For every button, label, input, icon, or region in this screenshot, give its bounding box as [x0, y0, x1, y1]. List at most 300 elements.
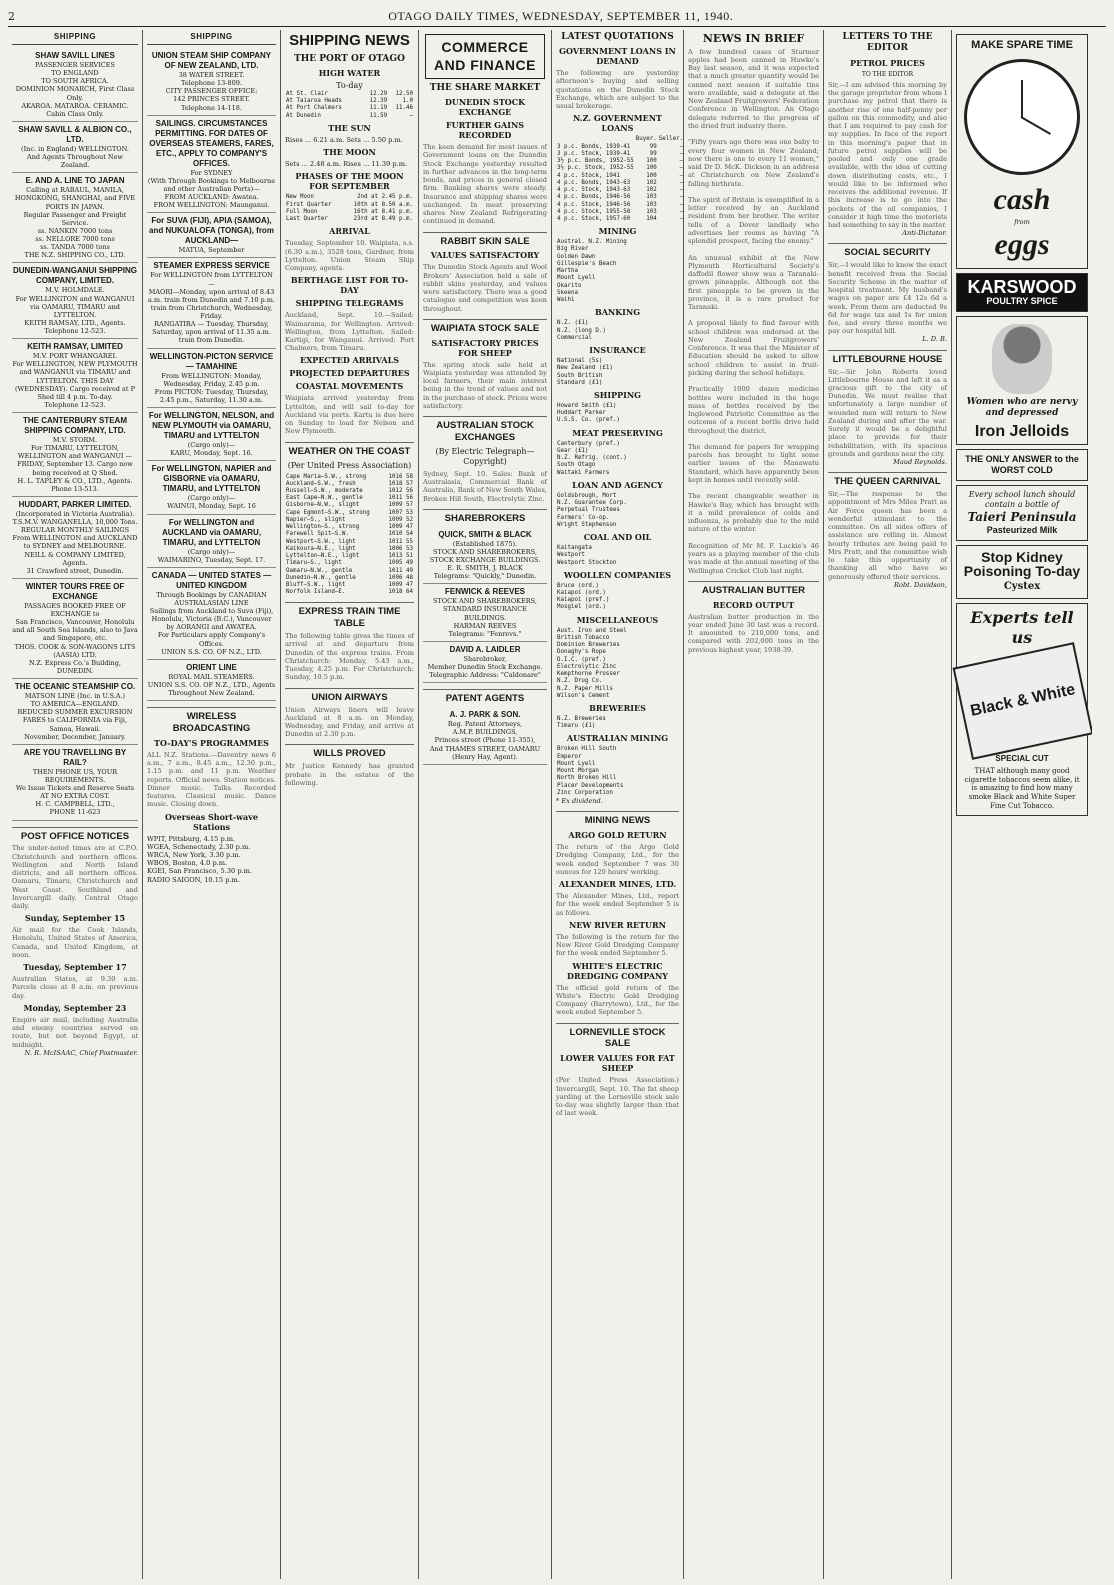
coastal-text: Waipiata arrived yesterday from Lyttelton, and will sail to-day for Auckland via ports. Kartu is due here on Sunday to load for Nelson and New Plymouth.: [285, 394, 414, 436]
weather-bar: 1009: [388, 516, 403, 523]
butter-text: Australian butter production in the year ended June 30 last was a record. It amounted to 210,000 tons, and compared with 202,000 tons in the previous highest year, 1938-39.: [688, 612, 819, 654]
table-row: [285, 560, 414, 567]
littlebourne-heading: LITTLEBOURNE HOUSE: [828, 350, 947, 366]
share-name: Kaiapoi (ord.): [557, 589, 606, 596]
school-lunch-text: Every school lunch should contain a bottle of: [968, 490, 1076, 510]
table-row: [556, 365, 679, 372]
table-row: [556, 671, 679, 678]
loan-name: 3½ p.c. Stock, 1952-55: [557, 165, 634, 172]
ad-line: FROM AUCKLAND: Awatea.: [164, 193, 259, 201]
share-name: Kaitangata: [557, 545, 592, 552]
gains-heading: FURTHER GAINS RECORDED: [445, 120, 525, 141]
share-name: Martha: [557, 268, 578, 275]
phase-date: 23rd at 8.49 p.m.: [353, 216, 413, 223]
shortwave-item: KGEI, San Francisco, 5.30 p.m.: [147, 867, 252, 876]
phases-heading: PHASES OF THE MOON FOR SEPTEMBER: [295, 171, 404, 192]
mining-news-heading: MINING NEWS: [556, 811, 679, 827]
ad-line: Through Bookings by CANADIAN AUSTRALASIAN LINE: [156, 590, 267, 607]
ad-line: FROM WELLINGTON: Maunganui.: [153, 201, 270, 210]
loan-seller: —: [679, 172, 684, 179]
ad-line: KEITH RAMSAY, LTD., Agents.: [24, 318, 126, 327]
patent-heading: PATENT AGENTS: [423, 689, 547, 705]
shipping-news-heading: SHIPPING NEWS: [289, 32, 410, 49]
share-name: Placer Developments: [557, 782, 624, 789]
share-name: Skeena: [557, 289, 578, 296]
weather-bar: 1011: [388, 538, 403, 545]
table-row: [556, 470, 679, 477]
share-name: Donaghy's Rope: [557, 649, 606, 656]
weather-place: Norfolk Island—E.: [286, 589, 346, 596]
share-name: Mount Lyell: [557, 760, 596, 767]
ad-line: Phone 13-513.: [51, 484, 99, 493]
high-water-sub: To-day: [336, 81, 363, 90]
moon-heading: THE MOON: [323, 147, 376, 158]
loan-name: 3 p.c. Bonds, 1939-41: [557, 143, 631, 150]
post-office-heading: POST OFFICE NOTICES: [12, 827, 138, 843]
table-row: [556, 275, 679, 282]
broker-line: STOCK AND SHAREBROKERS, STOCK EXCHANGE BUILDINGS.: [429, 547, 541, 564]
phase-date: 2nd at 2.45 p.m.: [357, 194, 413, 201]
table-row: [285, 502, 414, 509]
share-name: U.S.S. Co. (pref.): [557, 417, 620, 424]
ad-line: November, December, January.: [24, 732, 126, 741]
share-group-heading: AUSTRALIAN MINING: [566, 733, 669, 744]
table-row: [556, 775, 679, 782]
petrol-heading: PETROL PRICES: [850, 57, 925, 68]
weather-place: Auckland—S.W., fresh: [286, 480, 356, 487]
page-number: 2: [8, 9, 16, 23]
hw-am: 11.59: [369, 112, 388, 119]
hw-am: 12.29: [369, 91, 388, 97]
alexander-heading: ALEXANDER MINES, LTD.: [558, 879, 677, 890]
argo-heading: ARGO GOLD RETURN: [568, 830, 667, 841]
post-office-text-3: Australian States, at 9.30 a.m. Parcels close at 8 a.m. on previous day.: [12, 975, 138, 1000]
share-group-table: [556, 583, 679, 612]
table-row: [556, 268, 679, 275]
table-row: [556, 746, 679, 753]
high-water-heading: HIGH WATER: [318, 68, 381, 78]
market-report: The keen demand for most issues of Government loans on the Dunedin Stock Exchange yesterday resulted in further advances in the long-term bonds, and prices in general closed firm. Banking shares were steady. Insurance and shipping shares were unchanged. In meat preserving shares New Zealand Refrigerating continued in demand.: [423, 143, 547, 226]
ad-line: Telephone 14-118.: [181, 103, 242, 112]
shipping-ad: [147, 568, 276, 660]
table-row: [556, 515, 679, 522]
ad-line: (Cargo only)—: [187, 441, 236, 449]
social-heading: SOCIAL SECURITY: [828, 243, 947, 259]
phase-date: 10th at 8.50 a.m.: [353, 201, 413, 208]
ad-line: 38 WATER STREET.: [178, 71, 245, 79]
poultry-spice: POULTRY SPICE: [986, 295, 1058, 306]
share-name: N.Z. Breweries: [557, 716, 606, 723]
patent-line: Princes street (Phone 11-355),: [434, 736, 536, 745]
shipping-ad: [12, 122, 138, 173]
petrol-signature: Anti-Dictator.: [902, 229, 947, 238]
ad-line: Sailings from Auckland to Suva (Fiji), Honolulu, Victoria (B.C.), Vancouver by AORANGI and AWATEA.: [149, 607, 274, 632]
wills-text: Mr Justice Kennedy has granted probate in the estates of the following.: [285, 762, 414, 787]
quotations-intro: The following are yesterday afternoon's buying and selling quotations on the Dunedin Stock Exchange, which are subject to the usual brokerage.: [556, 69, 679, 111]
weather-place: Cape Maria—S.W., strong: [286, 473, 367, 480]
table-row: [556, 144, 684, 151]
ad-line: (Cargo only)—: [187, 494, 236, 503]
weather-temp: 58: [406, 473, 413, 480]
sun-times: Rises ... 6.21 a.m. Sets ... 5.50 p.m.: [285, 135, 403, 144]
table-row: [285, 546, 414, 553]
table-row: [556, 678, 679, 685]
weather-bar: 1013: [388, 553, 403, 560]
littlebourne-letter: Sir,—Sir John Roberts loved Littlebourne House and left it as a gracious gift to the city of Dunedin. We must realise that unfortunately a large number of wounded men will return to New Zealand during and after the war. Surely it would be a delightful place to provide for their rehabilitation, with its spacious grounds and gardens near the city.: [828, 367, 947, 458]
waipiata-sub: SATISFACTORY PRICES FOR SHEEP: [431, 337, 539, 358]
loan-buyer: 103: [646, 194, 657, 201]
weather-place: Timaru—S., light: [286, 560, 342, 567]
commerce-heading: COMMERCE AND FINANCE: [425, 34, 545, 79]
column-header: Buyer.: [635, 136, 657, 143]
share-market-heading: THE SHARE MARKET: [429, 83, 541, 93]
whites-text: The official gold return of the White's Electric Gold Dredging Company (Barrytown), Ltd., for the week ended September 5.: [556, 983, 679, 1017]
spare-time-slogan: MAKE SPARE TIME: [971, 39, 1073, 51]
shipping-ad: [12, 413, 138, 497]
ad-line: 142 PRINCES STREET.: [173, 95, 250, 104]
ad-line: MAORI—Monday, upon arrival of 8.43 a.m. train from Dunedin and 7.10 p.m. train from Christchurch, Wednesday, Friday.: [147, 287, 276, 320]
ad-line: M.V. PORT WHANGAREI.: [32, 352, 118, 361]
shipping-ad: [147, 408, 276, 461]
social-letter: Sir,—I would like to know the exact benefit received from the Social Security Scheme in the matter of hospital treatment. My husband's wages on paper are £4 12s 6d a week. From them are deducted 9s 6d for wage tax and 1s for union fee, and every three months we pay our hospital bill.: [828, 261, 947, 336]
weather-temp: 56: [406, 495, 413, 502]
ad-line: From PICTON: Tuesday, Thursday, 2.45 p.m., Saturday, 11.30 a.m.: [154, 387, 269, 404]
share-group-heading: MEAT PRESERVING: [572, 427, 663, 438]
shipping-ad: [12, 48, 138, 122]
hw-am: 12.39: [369, 98, 388, 105]
loan-name: 4 p.c. Stock, 1946-56: [557, 201, 631, 208]
shipping-ads-2: [147, 48, 276, 701]
table-row: [556, 664, 679, 671]
loan-seller: —: [679, 165, 684, 172]
share-group-heading: LOAN AND AGENCY: [572, 479, 663, 490]
loan-name: 3½ p.c. Bonds, 1952-55: [557, 158, 634, 165]
loan-buyer: 104: [646, 216, 657, 222]
table-row: [556, 173, 684, 180]
wireless-heading: WIRELESS BROADCASTING: [147, 707, 276, 735]
kidney-headline: Stop Kidney Poisoning To-day: [963, 549, 1081, 580]
weather-bar: 1006: [388, 574, 403, 581]
share-group-table: [556, 716, 679, 730]
loan-buyer: 99: [649, 150, 657, 157]
taieri-name: Taieri Peninsula: [967, 510, 1077, 525]
lorneville-heading: LORNEVILLE STOCK SALE: [556, 1023, 679, 1051]
loan-seller: —: [679, 201, 684, 208]
table-row: [556, 297, 679, 304]
newspaper-title: OTAGO DAILY TIMES, WEDNESDAY, SEPTEMBER 11, 1940.: [388, 8, 734, 23]
rabbit-sub: VALUES SATISFACTORY: [430, 250, 540, 261]
broker-ad: [423, 527, 547, 585]
phases-table: [285, 194, 414, 223]
table-row: [556, 597, 679, 604]
weather-place: Wellington—S., strong: [286, 524, 360, 531]
ad-title: For WELLINGTON and AUCKLAND via OAMARU, TIMARU, and LYTTELTON: [161, 517, 262, 547]
loan-name: 4 p.c. Stock, 1943-63: [557, 187, 631, 194]
table-row: [556, 693, 679, 700]
ad-line: (Incorporated in Victoria Australia).: [15, 509, 135, 518]
ad-line: Telephone 12-523.: [44, 327, 106, 335]
table-row: [556, 723, 679, 730]
ad-line: WAINUI, Monday, Sept. 16: [167, 502, 256, 511]
weather-bar: 1011: [388, 567, 403, 574]
weather-heading: WEATHER ON THE COAST: [285, 442, 414, 458]
quotations-heading: LATEST QUOTATIONS: [561, 32, 674, 42]
hw-place: At Taiaroa Heads: [286, 98, 342, 105]
table-row: [556, 642, 679, 649]
column-header: [556, 136, 635, 143]
table-row: [556, 283, 679, 290]
loan-seller: —: [679, 150, 684, 157]
ad-title: HUDDART, PARKER LIMITED.: [18, 499, 132, 509]
table-row: [285, 553, 414, 560]
programmes-text: ALL N.Z. Stations.—Daventry news 6 a.m., 7 a.m., 8.45 a.m., 12.30 p.m., 1.15 p.m. and 11 p.m. Weather reports. Official news. Station notices. Dinner music. Talks. Recorded features. Classical music. Dance music. Closing down.: [147, 750, 276, 809]
weather-temp: 53: [406, 545, 413, 552]
arrival-text: Tuesday, September 10. Waipiata, s.s. (6.30 a.m.), 3528 tons, Gardner, from Lyttelton. Union Steam Ship Company, agents.: [285, 239, 414, 273]
ad-line: For SYDNEY: [190, 168, 233, 177]
table-row: [556, 754, 679, 761]
cystex-name: Cystex: [1003, 581, 1041, 593]
table-row: [556, 328, 679, 335]
table-row: [556, 686, 679, 693]
shipping-ad: [12, 339, 138, 413]
table-row: [556, 403, 679, 410]
ad-line: UNION S.S. CO. OF N.Z., LTD.: [161, 647, 262, 656]
news-brief-text: A few hundred cases of Sturmer apples had been canned in Hawke's Bay last season, and it was expected that a much greater quantity would be canned next season if suitable tins were available, said a delegate at the New Zealand Fruitgrowers' Federation Conference in Wellington. An Otago delegate referred to the progress of the dried fruit industry there. "Fifty years ago there was one baby to every four women in New Zealand; now there is one to every 11 women," said Dr D. McK. Dickson in an address at Christchurch on New Zealand's falling birthrate. The spirit of Britain is exemplified in a letter received by an Auckland resident from her brother. The writer tells of a Dover landlady who advertises her rooms as having "A splendid prospect, facing the enemy." An unusual exhibit at the New Plymouth Horticultural Society's daffodil flower show was a Taranaki-grown pineapple. Although not the first pineapple to be grown in the province, it is a rare product for Taranaki. A proposal likely to find favour with school children was endorsed at the New Zealand Fruitgrowers' Conference. It was that the Minister of Education should be asked to allow school children to assist in fruit-picking during the school holidays. Practically 1000 dozen medicine bottles were included in the huge mass of bottles received by the Inglewood Patriotic Committee as the outcome of a recent bottle drive held throughout the district. The demand for papers for wrapping parcels has brought to light some earlier issues of the Manawatu Standard, which have apparently been kept in homes until recently sold. The recent changeable weather in Hawke's Bay, which has brought with it a mild prevalence of colds and influenza, is probably due to the mild nature of the winter. Recognition of Mr M. F. Luckie's 46 years as a playing member of the club was made at the annual meeting of the Wellington Cricket Club last night.: [688, 47, 819, 575]
column-shipping-1: [8, 30, 143, 1579]
woman-portrait-icon: [992, 324, 1052, 394]
share-name: N.Z. (£1): [557, 320, 589, 327]
table-row: [285, 589, 414, 596]
shortwave-item: WRCA, New York, 3.30 p.m.: [147, 850, 241, 859]
hw-place: At Dunedin: [286, 112, 321, 119]
share-name: N.Z. Refrig. (cont.): [557, 455, 627, 462]
table-row: [556, 583, 679, 590]
column-shipping-news: [281, 30, 419, 1579]
weather-temp: 49: [406, 567, 413, 574]
share-name: New Zealand (£1): [557, 365, 613, 372]
column-quotations: [552, 30, 684, 1579]
ad-line: We Issue Tickets and Reserve Seats AT NO EXTRA COST.: [15, 784, 135, 801]
weather-place: Kaikoura—N.E., light: [286, 545, 356, 552]
ad-line: MATUA, September: [178, 246, 245, 255]
post-office-sub: Sunday, September 15: [24, 913, 126, 924]
loan-buyer: 99: [649, 143, 657, 150]
ad-line: TO SOUTH AFRICA.: [41, 77, 109, 86]
table-row: [285, 113, 414, 120]
ad-line: CITY PASSENGER OFFICE:: [165, 87, 258, 96]
ad-line: ROYAL MAIL STEAMERS.: [168, 672, 255, 681]
table-row: [556, 545, 679, 552]
hw-place: At Port Chalmers: [286, 105, 342, 112]
share-group-table: [556, 746, 679, 797]
share-name: Electrolytic Zinc: [557, 663, 617, 670]
ad-line: 31 Crawford street, Dunedin.: [26, 566, 124, 575]
karswood-name: KARSWOOD: [967, 276, 1077, 297]
table-row: [285, 510, 414, 517]
weather-temp: 48: [406, 574, 413, 581]
ad-line: RANGATIRA — Tuesday, Thursday, Saturday, upon arrival of 11.35 a.m. train from Dunedin.: [152, 320, 271, 345]
ad-line: M.V. STORM.: [52, 436, 98, 444]
waipiata-heading: WAIPIATA STOCK SALE: [423, 319, 547, 335]
table-row: [556, 216, 684, 223]
table-row: [556, 560, 679, 567]
column-news-brief: [684, 30, 824, 1579]
shipping-ad: [12, 579, 138, 679]
table-row: [556, 261, 679, 268]
share-name: Kempthorne Prosser: [557, 671, 620, 678]
table-row: [556, 761, 679, 768]
whites-heading: WHITE'S ELECTRIC DREDGING COMPANY: [567, 960, 668, 981]
masthead: [8, 6, 1106, 27]
phase-name: Last Quarter: [286, 216, 328, 223]
ad-title: WINTER TOURS FREE OF EXCHANGE: [25, 581, 125, 601]
pasteurized-milk: Pasteurized Milk: [986, 525, 1058, 536]
table-header: [556, 136, 684, 143]
patent-line: Reg. Patent Attorneys,: [447, 720, 523, 729]
table-row: [285, 517, 414, 524]
ad-line: For WELLINGTON from LYTTELTON—: [150, 271, 273, 288]
table-row: [556, 202, 684, 209]
ad-line: UNION S.S. CO. OF N.Z., LTD., Agents Throughout New Zealand.: [147, 680, 276, 697]
ad-title: For WELLINGTON, NELSON, and NEW PLYMOUTH via OAMARU, TIMARU and LYTTELTON: [148, 411, 275, 440]
clock-icon: [964, 59, 1080, 175]
weather-bar: 1011: [388, 495, 403, 502]
shortwave-item: WBOS, Boston, 4.0 p.m.: [147, 859, 228, 868]
share-groups: [556, 226, 679, 797]
table-row: [285, 531, 414, 538]
share-name: Goldsbrough, Mort: [557, 492, 617, 499]
butter-heading: AUSTRALIAN BUTTER: [688, 581, 819, 597]
weather-place: Westport—S.W., light: [286, 538, 356, 545]
aus-exchange-text: Sydney, Sept. 10. Sales: Bank of Australasia, Commercial Bank of Australia, Bank of New South Wales, Broken Hill South, Electrolytic Zinc.: [423, 469, 547, 503]
ad-line: (With Through Bookings to Melbourne and other Australian Ports)—: [147, 176, 276, 193]
broker-line: STOCK AND SHAREBROKERS, STANDARD INSURANCE BUILDINGS.: [433, 597, 537, 622]
petrol-letter: Sir,—I am advised this morning by the garage proprietor from whom I purchase my petrol that there is another rise of one half-penny per gallon on this commodity, and also that I am required to pay cash for my supplies. In face of the report in this morning's paper that in future petrol supplies will be pooled and only one grade available, with the idea of cutting down distributing costs, etc., I would like to be informed who receives the additional revenue. If this increase is to go into the pockets of the oil companies, I consider it high time the motorists had something to say in the matter.: [828, 81, 947, 229]
share-group-heading: SHIPPING: [594, 389, 641, 400]
share-name: Mount Lyell: [557, 275, 596, 282]
table-row: [556, 358, 679, 365]
table-row: [285, 582, 414, 589]
share-group-heading: BANKING: [594, 307, 641, 318]
shortwave-item: RADIO SAIGON, 10.15 p.m.: [147, 875, 240, 884]
post-office-text-2: Air mail for the Cook Islands, Honolulu, United States of America, Canada, and United Kingdom, at noon.: [12, 926, 138, 959]
post-office-sub-3: Monday, September 23: [23, 1002, 127, 1013]
weather-bar: 1018: [388, 480, 403, 487]
column-shipping-2: [143, 30, 281, 1579]
share-name: Mount Morgan: [557, 768, 599, 775]
ad-title: DUNEDIN-WANGANUI SHIPPING COMPANY, LIMITED.: [12, 266, 137, 286]
karswood-ad: [956, 34, 1088, 269]
nz-gov-heading: N.Z. GOVERNMENT LOANS: [573, 113, 662, 134]
ad-line: Telephone 12-523.: [44, 400, 106, 409]
table-row: [556, 441, 679, 448]
table-row: [285, 575, 414, 582]
share-name: Mosgiel (ord.): [557, 604, 606, 611]
ad-line: For Particulars apply Company's Offices.: [157, 631, 266, 648]
table-row: [556, 290, 679, 297]
ad-line: REDUCED SUMMER EXCURSION FARES to CALIFORNIA via Fiji, Samoa, Hawaii.: [17, 708, 133, 733]
ad-title: SHAW SAVILL & ALBION CO., LTD.: [18, 124, 132, 144]
share-group-heading: MINING: [598, 226, 637, 237]
section-heading: SHIPPING: [147, 30, 276, 45]
share-name: Canterbury (pref.): [557, 440, 620, 447]
ad-line: WAIMARINO, Tuesday, Sept. 17.: [157, 555, 266, 564]
patent-lines: [423, 720, 547, 761]
table-row: [556, 254, 679, 261]
table-row: [556, 790, 679, 797]
share-name: Big River: [557, 246, 589, 253]
berthage-heading: BERTHAGE LIST FOR TO-DAY: [290, 275, 409, 296]
share-name: South Otago: [557, 462, 596, 469]
phase-name: First Quarter: [286, 201, 332, 208]
weather-temp: 47: [406, 524, 413, 531]
post-office-text: The under-noted times are at C.P.O. Christchurch and northern offices. Wellington and North Island districts, and all northern offices. Oamaru, Timaru, Christchurch and West Coast. Southland and Invercargill daily. Central Otago daily.: [12, 844, 138, 911]
table-row: [556, 187, 684, 194]
sun-heading: THE SUN: [328, 122, 371, 133]
weather-place: Napier—S., slight: [286, 516, 346, 523]
loan-name: 3 p.c. Stock, 1939-41: [557, 150, 631, 157]
share-name: Farmers' Co-op.: [557, 514, 610, 521]
ex-dividend-note: * Ex dividend.: [556, 797, 603, 806]
shipping-ad: [147, 515, 276, 568]
arrival-heading: ARRIVAL: [329, 226, 370, 237]
high-water-table: [285, 91, 414, 120]
table-row: [556, 246, 679, 253]
ad-line: And Agents Throughout New Zealand.: [27, 153, 123, 170]
ad-line: THEN PHONE US, YOUR REQUIREMENTS.: [32, 767, 118, 784]
phase-date: 16th at 8.41 p.m.: [353, 208, 413, 215]
share-group-heading: WOOLLEN COMPANIES: [563, 569, 672, 580]
shipping-ad: [12, 745, 138, 821]
column-letters: [824, 30, 952, 1579]
cold-remedy-ad: [956, 449, 1088, 482]
ad-line: TO AMERICA—ENGLAND.: [30, 700, 120, 709]
table-row: [556, 604, 679, 611]
table-row: [556, 635, 679, 642]
loan-buyer: 103: [646, 208, 657, 215]
post-office-signature: N. R. McISAAC, Chief Postmaster.: [24, 1048, 138, 1057]
table-row: [285, 98, 414, 105]
weather-bar: 1006: [388, 545, 403, 552]
section-heading: SHIPPING: [12, 30, 138, 45]
share-name: Aust. Iron and Steel: [557, 627, 627, 634]
ad-line: ss. TANDA 7000 tons: [40, 243, 110, 252]
share-name: Broken Hill South: [557, 746, 617, 753]
broker-line: E. R. SMITH, J. BLACK: [447, 564, 523, 573]
weather-place: Gisborne—N.W., slight: [286, 502, 360, 509]
experts-headline: Experts tell us: [970, 607, 1074, 647]
share-name: South British: [557, 372, 603, 379]
column-header: Seller.: [658, 136, 684, 143]
queen-letter: Sir,—The response to the appointment of Mrs Miles Pratt as Air Force queen has been a wonderful stimulant to the committee. On all sides offers of assistance are rolling in. Almost hourly tributes are being paid to Mrs Pratt, and the committee wish to take this opportunity of thanking all who have so generously offered their services.: [828, 490, 947, 581]
loan-seller: —: [679, 158, 684, 165]
table-row: [285, 524, 414, 531]
littlebourne-signature: Maud Reynolds.: [893, 458, 947, 467]
share-group-table: [556, 545, 679, 567]
ad-line: M.V. HOLMDALE.: [45, 286, 105, 295]
share-name: Commercial: [557, 334, 592, 341]
shipping-ad: [147, 349, 276, 409]
taieri-milk-ad: [956, 485, 1088, 541]
broker-name: FENWICK & REEVES: [444, 587, 525, 597]
ad-title: For SUVA (FIJI), APIA (SAMOA), and NUKUALOFA (TONGA), from AUCKLAND—: [149, 216, 274, 246]
ad-line: ss. NANKIN 7000 tons: [37, 226, 113, 235]
ad-line: San Francisco, Vancouver, Honolulu and all South Sea Islands, also to Java and Singapore, etc.: [12, 618, 138, 643]
share-group-heading: INSURANCE: [589, 345, 646, 356]
ad-line: H. C. CAMPBELL, LTD.,: [35, 800, 115, 809]
share-group-table: [556, 239, 679, 304]
tobacco-ad: [956, 603, 1088, 816]
